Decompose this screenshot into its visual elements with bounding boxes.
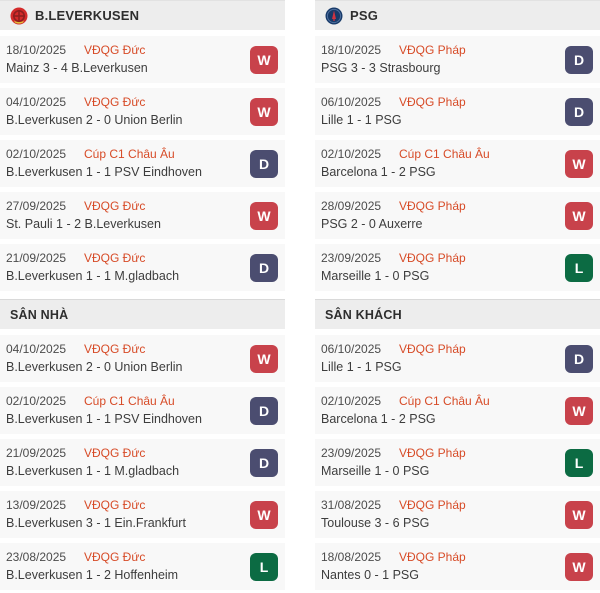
competition-label: VĐQG Đức bbox=[84, 446, 146, 461]
match-row bbox=[0, 335, 285, 382]
match-info bbox=[321, 44, 565, 75]
win-badge: W bbox=[250, 345, 278, 373]
match-info bbox=[6, 551, 250, 582]
competition-label: VĐQG Pháp bbox=[399, 342, 466, 357]
match-info bbox=[321, 200, 565, 231]
match-date: 18/10/2025 bbox=[321, 43, 382, 58]
home-matches-list bbox=[0, 335, 285, 590]
away-matches-list bbox=[315, 335, 600, 590]
match-row bbox=[315, 88, 600, 135]
match-date: 27/09/2025 bbox=[6, 199, 67, 214]
match-meta bbox=[6, 499, 250, 511]
match-date: 02/10/2025 bbox=[321, 147, 382, 162]
match-info bbox=[6, 343, 250, 374]
team-header-psg bbox=[315, 0, 600, 30]
match-date: 13/09/2025 bbox=[6, 498, 67, 513]
match-date: 18/08/2025 bbox=[321, 550, 382, 565]
section-header-away bbox=[315, 299, 600, 329]
match-score-text: PSG 3 - 3 Strasbourg bbox=[321, 61, 441, 76]
section-header-home bbox=[0, 299, 285, 329]
match-row bbox=[0, 491, 285, 538]
match-info bbox=[321, 343, 565, 374]
match-info bbox=[6, 252, 250, 283]
match-score-text: Barcelona 1 - 2 PSG bbox=[321, 412, 436, 427]
match-date: 06/10/2025 bbox=[321, 95, 382, 110]
match-meta bbox=[321, 395, 565, 407]
competition-label: VĐQG Pháp bbox=[399, 43, 466, 58]
match-date: 23/08/2025 bbox=[6, 550, 67, 565]
team-name: B.LEVERKUSEN bbox=[35, 8, 140, 23]
match-meta bbox=[6, 551, 250, 563]
match-info bbox=[6, 447, 250, 478]
match-score-text: PSG 2 - 0 Auxerre bbox=[321, 217, 423, 232]
team-column-leverkusen bbox=[0, 0, 285, 590]
match-date: 18/10/2025 bbox=[6, 43, 67, 58]
match-meta bbox=[321, 148, 565, 160]
draw-badge: D bbox=[250, 254, 278, 282]
match-info bbox=[321, 96, 565, 127]
psg-crest-icon bbox=[325, 7, 343, 25]
match-meta bbox=[6, 200, 250, 212]
competition-label: VĐQG Đức bbox=[84, 43, 146, 58]
draw-badge: D bbox=[565, 98, 593, 126]
match-date: 02/10/2025 bbox=[6, 394, 67, 409]
loss-badge: L bbox=[565, 254, 593, 282]
competition-label: VĐQG Đức bbox=[84, 95, 146, 110]
match-date: 02/10/2025 bbox=[6, 147, 67, 162]
match-info bbox=[6, 96, 250, 127]
match-date: 04/10/2025 bbox=[6, 342, 67, 357]
match-meta bbox=[321, 200, 565, 212]
match-info bbox=[6, 395, 250, 426]
draw-badge: D bbox=[250, 449, 278, 477]
match-info bbox=[321, 499, 565, 530]
match-date: 21/09/2025 bbox=[6, 251, 67, 266]
match-row bbox=[0, 439, 285, 486]
match-row bbox=[315, 387, 600, 434]
competition-label: VĐQG Pháp bbox=[399, 251, 466, 266]
loss-badge: L bbox=[565, 449, 593, 477]
match-meta bbox=[321, 551, 565, 563]
match-score-text: Nantes 0 - 1 PSG bbox=[321, 568, 419, 583]
match-score-text: B.Leverkusen 1 - 1 PSV Eindhoven bbox=[6, 412, 202, 427]
match-info bbox=[6, 44, 250, 75]
match-score-text: Lille 1 - 1 PSG bbox=[321, 360, 402, 375]
competition-label: VĐQG Pháp bbox=[399, 498, 466, 513]
competition-label: Cúp C1 Châu Âu bbox=[399, 394, 490, 409]
match-meta bbox=[321, 343, 565, 355]
win-badge: W bbox=[250, 98, 278, 126]
loss-badge: L bbox=[250, 553, 278, 581]
competition-label: Cúp C1 Châu Âu bbox=[399, 147, 490, 162]
win-badge: W bbox=[250, 46, 278, 74]
match-score-text: Mainz 3 - 4 B.Leverkusen bbox=[6, 61, 148, 76]
competition-label: Cúp C1 Châu Âu bbox=[84, 147, 175, 162]
match-row bbox=[315, 244, 600, 291]
match-date: 28/09/2025 bbox=[321, 199, 382, 214]
match-score-text: Toulouse 3 - 6 PSG bbox=[321, 516, 430, 531]
match-info bbox=[321, 252, 565, 283]
recent-matches-list bbox=[315, 36, 600, 291]
match-score-text: B.Leverkusen 1 - 1 PSV Eindhoven bbox=[6, 165, 202, 180]
draw-badge: D bbox=[565, 345, 593, 373]
competition-label: VĐQG Pháp bbox=[399, 446, 466, 461]
match-meta bbox=[6, 148, 250, 160]
match-date: 06/10/2025 bbox=[321, 342, 382, 357]
match-row bbox=[315, 140, 600, 187]
match-meta bbox=[6, 96, 250, 108]
competition-label: VĐQG Pháp bbox=[399, 95, 466, 110]
match-info bbox=[6, 200, 250, 231]
match-meta bbox=[321, 447, 565, 459]
match-date: 04/10/2025 bbox=[6, 95, 67, 110]
competition-label: VĐQG Đức bbox=[84, 550, 146, 565]
match-score-text: St. Pauli 1 - 2 B.Leverkusen bbox=[6, 217, 161, 232]
match-meta bbox=[6, 44, 250, 56]
team-column-psg bbox=[315, 0, 600, 590]
win-badge: W bbox=[565, 202, 593, 230]
match-score-text: Marseille 1 - 0 PSG bbox=[321, 464, 430, 479]
match-row bbox=[315, 439, 600, 486]
competition-label: VĐQG Đức bbox=[84, 199, 146, 214]
competition-label: VĐQG Pháp bbox=[399, 199, 466, 214]
match-row bbox=[315, 543, 600, 590]
match-row bbox=[0, 140, 285, 187]
win-badge: W bbox=[565, 397, 593, 425]
match-row bbox=[315, 192, 600, 239]
match-date: 21/09/2025 bbox=[6, 446, 67, 461]
match-meta bbox=[6, 252, 250, 264]
match-score-text: Marseille 1 - 0 PSG bbox=[321, 269, 430, 284]
competition-label: VĐQG Đức bbox=[84, 342, 146, 357]
team-header-leverkusen bbox=[0, 0, 285, 30]
competition-label: VĐQG Pháp bbox=[399, 550, 466, 565]
match-score-text: Barcelona 1 - 2 PSG bbox=[321, 165, 436, 180]
match-date: 31/08/2025 bbox=[321, 498, 382, 513]
match-score-text: B.Leverkusen 3 - 1 Ein.Frankfurt bbox=[6, 516, 186, 531]
match-info bbox=[321, 551, 565, 582]
match-info bbox=[321, 447, 565, 478]
win-badge: W bbox=[565, 150, 593, 178]
team-name: PSG bbox=[350, 8, 379, 23]
match-date: 02/10/2025 bbox=[321, 394, 382, 409]
match-score-text: B.Leverkusen 2 - 0 Union Berlin bbox=[6, 360, 183, 375]
competition-label: Cúp C1 Châu Âu bbox=[84, 394, 175, 409]
match-score-text: B.Leverkusen 2 - 0 Union Berlin bbox=[6, 113, 183, 128]
section-title: SÂN KHÁCH bbox=[325, 307, 402, 322]
match-row bbox=[315, 491, 600, 538]
match-info bbox=[321, 148, 565, 179]
match-meta bbox=[321, 96, 565, 108]
match-meta bbox=[321, 252, 565, 264]
match-row bbox=[0, 88, 285, 135]
draw-badge: D bbox=[250, 150, 278, 178]
competition-label: VĐQG Đức bbox=[84, 498, 146, 513]
match-date: 23/09/2025 bbox=[321, 251, 382, 266]
win-badge: W bbox=[565, 501, 593, 529]
match-score-text: B.Leverkusen 1 - 2 Hoffenheim bbox=[6, 568, 179, 583]
leverkusen-crest-icon bbox=[10, 7, 28, 25]
section-title: SÂN NHÀ bbox=[10, 307, 69, 322]
match-info bbox=[321, 395, 565, 426]
draw-badge: D bbox=[565, 46, 593, 74]
match-meta bbox=[6, 395, 250, 407]
match-score-text: B.Leverkusen 1 - 1 M.gladbach bbox=[6, 464, 180, 479]
win-badge: W bbox=[565, 553, 593, 581]
match-info bbox=[6, 499, 250, 530]
match-score-text: Lille 1 - 1 PSG bbox=[321, 113, 402, 128]
recent-matches-list bbox=[0, 36, 285, 291]
match-meta bbox=[321, 499, 565, 511]
match-meta bbox=[321, 44, 565, 56]
match-date: 23/09/2025 bbox=[321, 446, 382, 461]
match-row bbox=[0, 36, 285, 83]
win-badge: W bbox=[250, 202, 278, 230]
match-meta bbox=[6, 343, 250, 355]
match-row bbox=[0, 244, 285, 291]
match-row bbox=[315, 36, 600, 83]
win-badge: W bbox=[250, 501, 278, 529]
competition-label: VĐQG Đức bbox=[84, 251, 146, 266]
match-meta bbox=[6, 447, 250, 459]
match-row bbox=[315, 335, 600, 382]
match-info bbox=[6, 148, 250, 179]
match-row bbox=[0, 387, 285, 434]
match-score-text: B.Leverkusen 1 - 1 M.gladbach bbox=[6, 269, 180, 284]
draw-badge: D bbox=[250, 397, 278, 425]
match-row bbox=[0, 192, 285, 239]
match-row bbox=[0, 543, 285, 590]
